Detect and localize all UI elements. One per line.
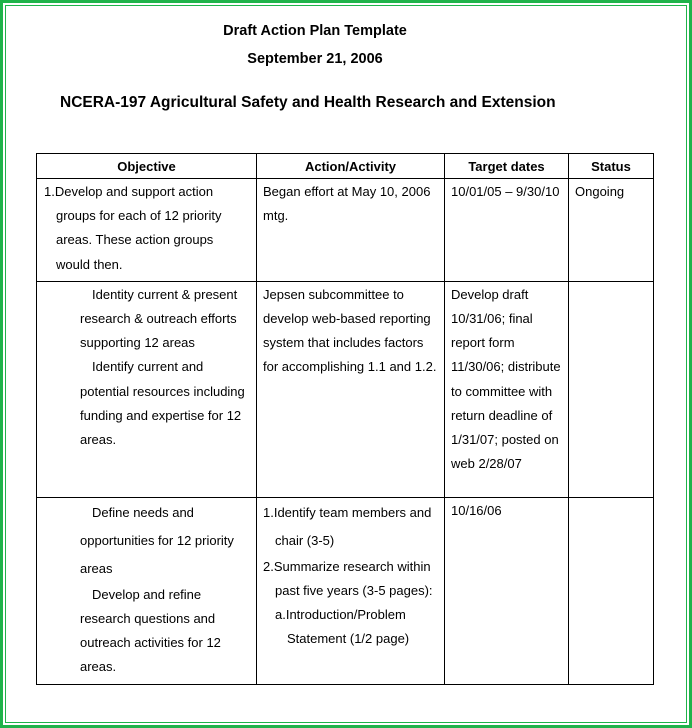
action-cell bbox=[257, 281, 445, 497]
objective-text: 1.Develop and support action groups for each of 12 priority areas. These action groups would then. bbox=[44, 184, 222, 272]
target-text: 10/01/05 – 9/30/10 bbox=[451, 184, 560, 199]
status-text bbox=[569, 282, 653, 287]
action-step: 2.Summarize research within past five years (3-5 pages): bbox=[263, 558, 433, 599]
status-text bbox=[569, 498, 653, 503]
header-target-dates: Target dates bbox=[445, 154, 569, 179]
table-row bbox=[37, 179, 654, 282]
objective-cell bbox=[37, 179, 257, 282]
target-text: 10/16/06 bbox=[451, 502, 502, 518]
header-status: Status bbox=[569, 154, 654, 179]
document-title: Draft Action Plan Template bbox=[223, 23, 407, 39]
document-heading: NCERA-197 Agricultural Safety and Health Research and Extension bbox=[60, 94, 556, 111]
objective-text: Develop and refine research questions and outreach activities for 12 areas. bbox=[80, 586, 221, 675]
document-date: September 21, 2006 bbox=[247, 51, 383, 67]
table-row bbox=[37, 497, 654, 684]
target-text: Develop draft 10/31/06; final report form 11/30/06; distribute to committee with return deadline of 1/31/07; posted on web 2/28/07 bbox=[451, 286, 561, 472]
action-cell bbox=[257, 179, 445, 282]
action-cell bbox=[257, 497, 445, 684]
status-text: Ongoing bbox=[575, 184, 625, 199]
header-objective: Objective bbox=[37, 154, 257, 179]
objective-cell bbox=[37, 281, 257, 497]
target-cell bbox=[445, 179, 569, 282]
action-text: Began effort at May 10, 2006 mtg. bbox=[263, 184, 431, 224]
target-cell bbox=[445, 497, 569, 684]
target-cell bbox=[445, 281, 569, 497]
header-action: Action/Activity bbox=[257, 154, 445, 179]
action-text: Jepsen subcommittee to develop web-based reporting system that includes factors for accomplishing 1.1 and 1.2. bbox=[263, 286, 437, 375]
table-row bbox=[37, 281, 654, 497]
status-cell bbox=[569, 281, 654, 497]
table-header-row bbox=[37, 154, 654, 179]
action-step: 1.Identify team members and chair (3-5) bbox=[263, 504, 432, 548]
objective-text: Identity current & present research & outreach efforts supporting 12 areas bbox=[80, 286, 238, 351]
objective-text: Identify current and potential resources including funding and expertise for 12 areas. bbox=[80, 359, 245, 448]
action-plan-table bbox=[36, 153, 654, 685]
status-cell bbox=[569, 497, 654, 684]
objective-cell bbox=[37, 497, 257, 684]
status-cell bbox=[569, 179, 654, 282]
action-substep: a.Introduction/Problem Statement (1/2 page) bbox=[275, 607, 410, 647]
objective-text: Define needs and opportunities for 12 priority areas bbox=[80, 504, 234, 576]
